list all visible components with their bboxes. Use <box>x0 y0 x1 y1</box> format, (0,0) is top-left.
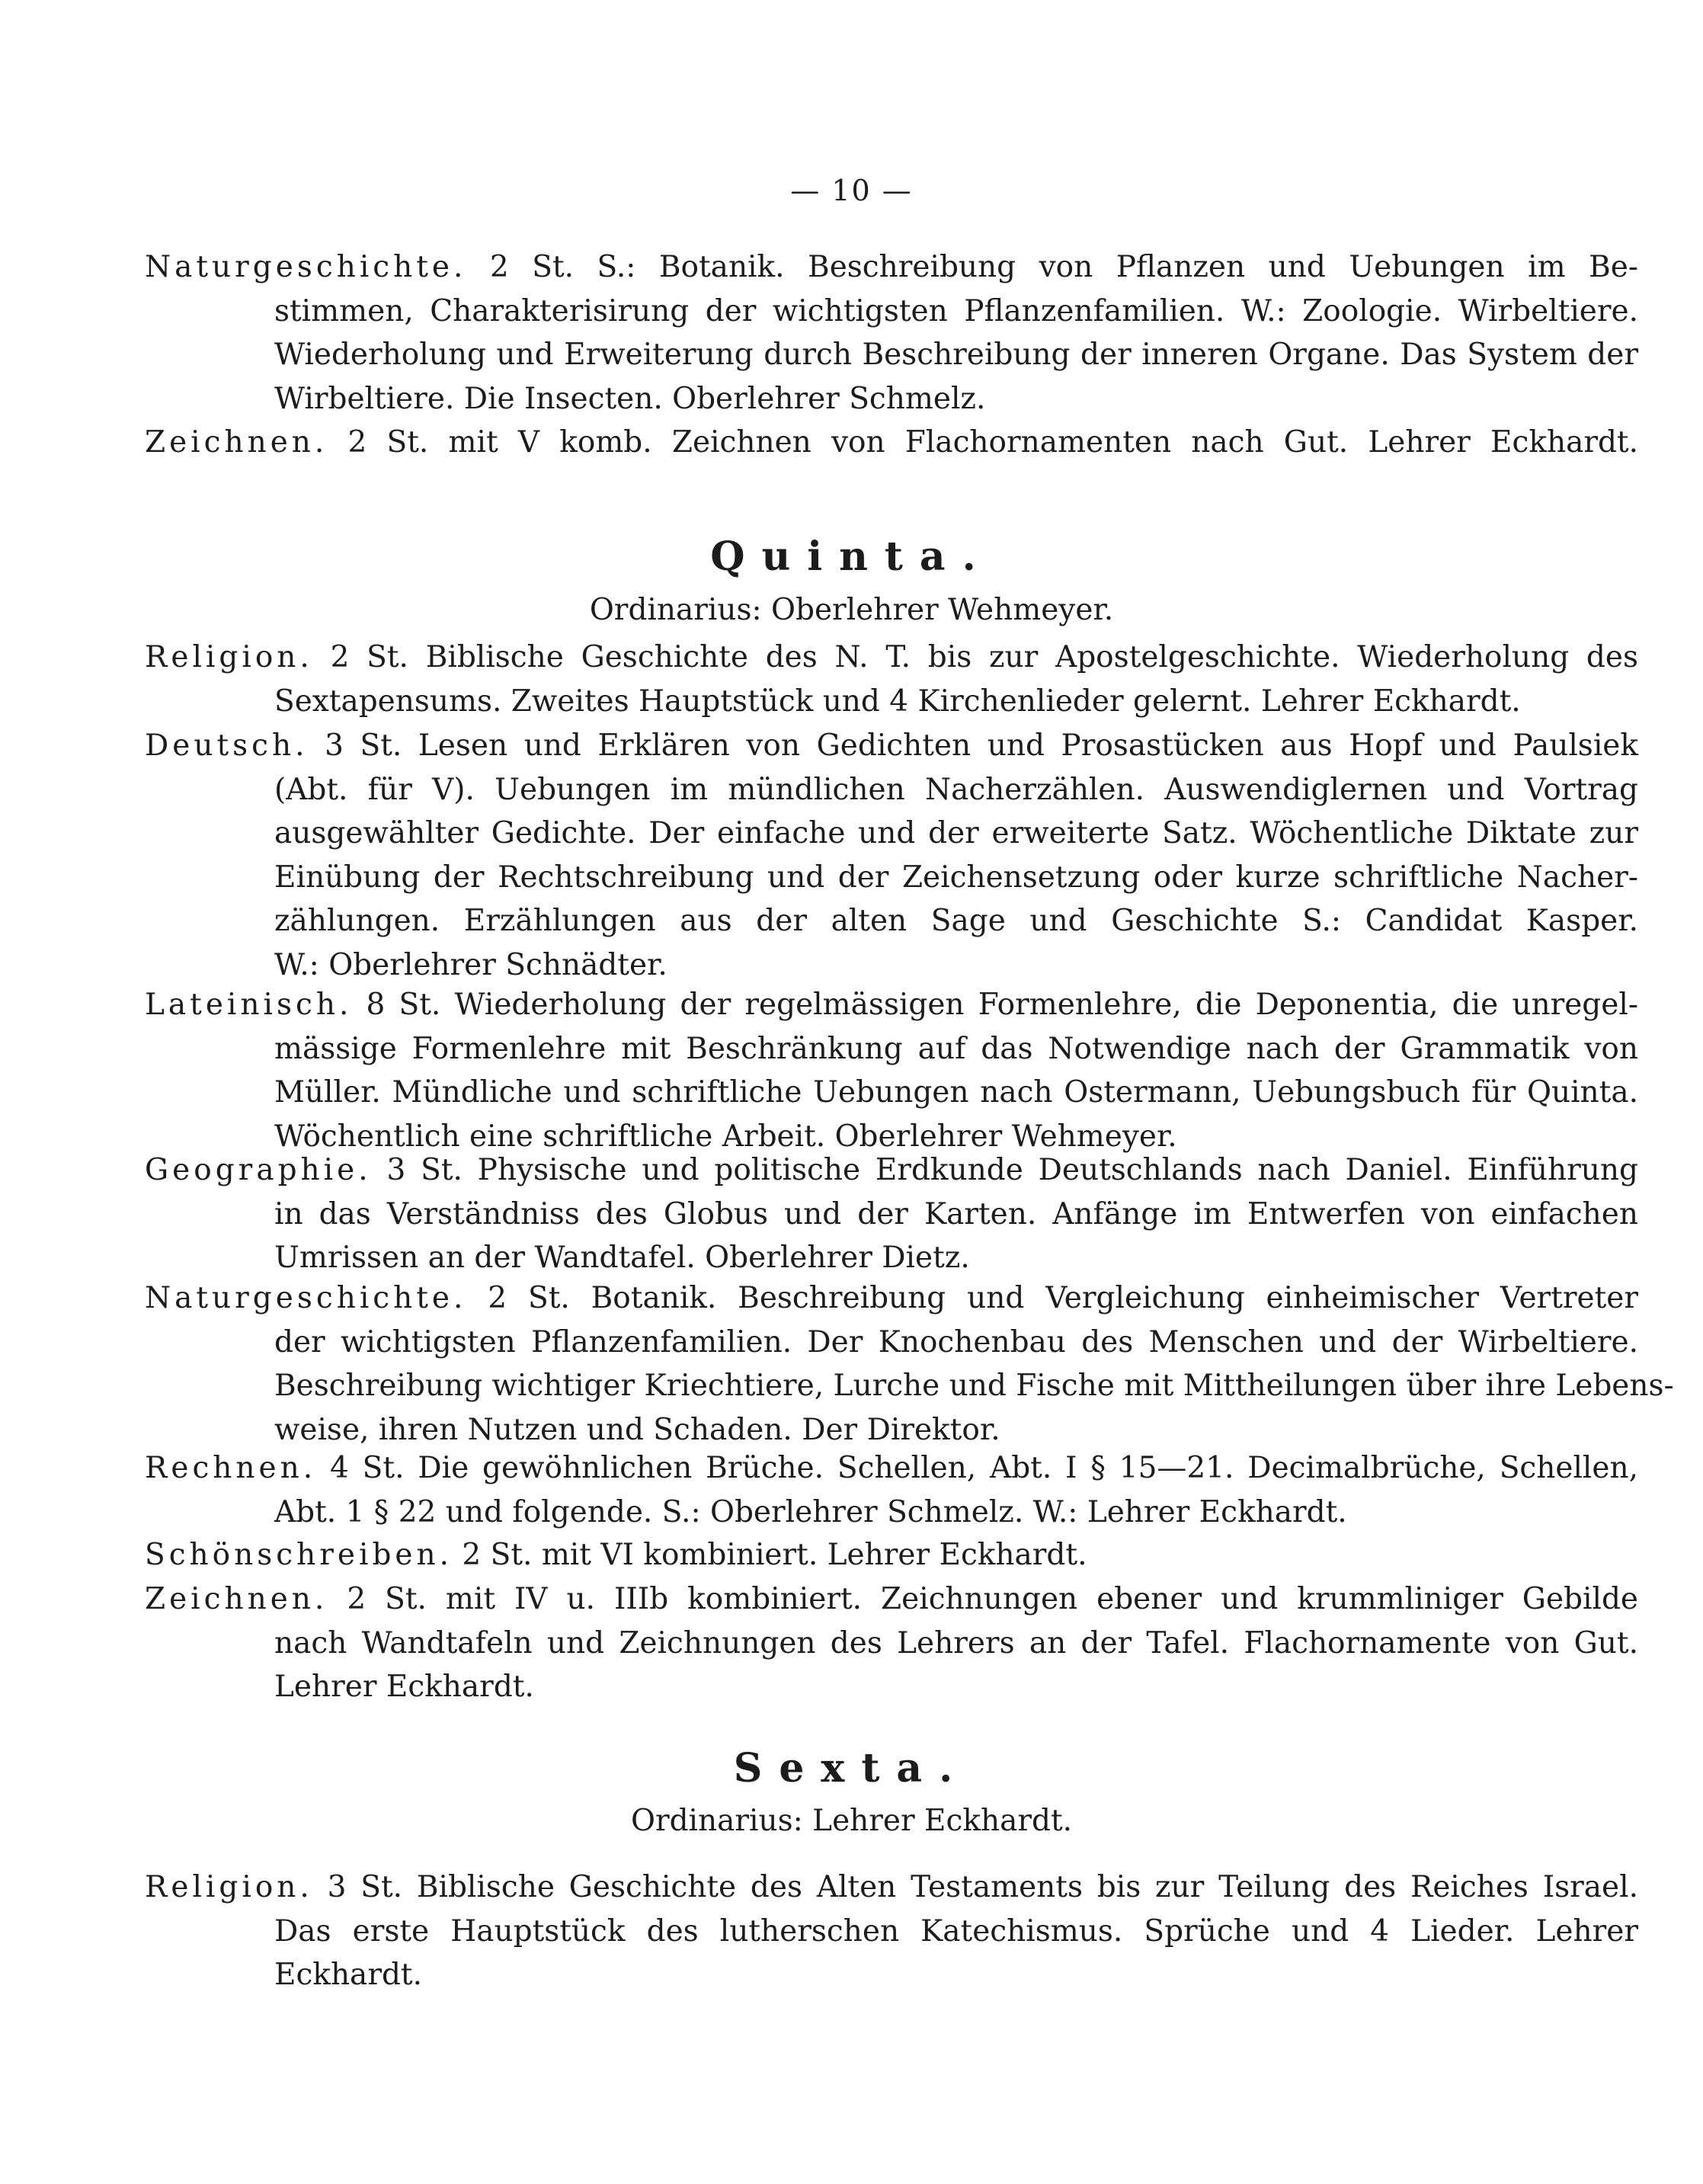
subject-label: Schönschreiben. <box>145 1538 453 1572</box>
entry-line: der wichtigsten Pflanzenfamilien. Der Knochenbau des Menschen und der Wirbeltiere. <box>274 1324 1638 1359</box>
entry-text: 4 St. Die gewöhnlichen Brüche. Schellen, Abt. I § 15—21. Decimalbrüche, Schellen, <box>330 1451 1638 1485</box>
page-number: — 10 — <box>790 174 913 207</box>
entry-first-line <box>145 983 1638 1027</box>
entry-line: ausgewählter Gedichte. Der einfache und der erweiterte Satz. Wöchentliche Diktate zur <box>274 816 1638 850</box>
subject-label: Deutsch. <box>145 729 309 763</box>
entry-first-line <box>145 1865 1638 1910</box>
subject-label: Naturgeschichte. <box>145 1281 467 1315</box>
ordinarius-sexta: Ordinarius: Lehrer Eckhardt. <box>630 1804 1073 1838</box>
entry-line: Beschreibung wichtiger Kriechtiere, Lurche und Fische mit Mittheilungen über ihre Lebens- <box>274 1369 1674 1403</box>
entry-lateinisch-quinta <box>145 983 1638 1158</box>
entry-line: Wiederholung und Erweiterung durch Beschreibung der inneren Organe. Das System der <box>274 338 1638 372</box>
entry-line: Einübung der Rechtschreibung und der Zeichensetzung oder kurze schriftliche Nacher- <box>274 860 1638 895</box>
subject-label: Zeichnen. <box>145 425 328 460</box>
subject-label: Naturgeschichte. <box>145 250 467 284</box>
entry-line: zählungen. Erzählungen aus der alten Sage und Geschichte S.: Candidat Kasper. <box>274 904 1638 938</box>
entry-line: Müller. Mündliche und schriftliche Uebungen nach Ostermann, Uebungsbuch für Quinta. <box>274 1075 1638 1110</box>
entry-text: 2 St. mit VI kombiniert. Lehrer Eckhardt. <box>462 1538 1087 1572</box>
entry-geographie-quinta <box>145 1148 1638 1280</box>
entry-line: W.: Oberlehrer Schnädter. <box>274 947 667 982</box>
entry-deutsch-quinta <box>145 724 1638 987</box>
entry-line: weise, ihren Nutzen und Schaden. Der Direktor. <box>274 1412 1000 1447</box>
subject-label: Zeichnen. <box>145 1582 328 1616</box>
entry-text: 8 St. Wiederholung der regelmässigen Formenlehre, die Deponentia, die unregel- <box>366 988 1638 1022</box>
entry-first-line <box>145 636 1638 680</box>
entry-text: 2 St. mit V komb. Zeichnen von Flachornamenten nach Gut. Lehrer Eckhardt. <box>347 425 1638 460</box>
entry-religion-sexta <box>145 1865 1638 1997</box>
entry-line: Umrissen an der Wandtafel. Oberlehrer Dietz. <box>274 1241 970 1275</box>
entry-text: 2 St. S.: Botanik. Beschreibung von Pflanzen und Uebungen im Be- <box>489 250 1638 284</box>
entry-line: Abt. 1 § 22 und folgende. S.: Oberlehrer Schmelz. W.: Lehrer Eckhardt. <box>274 1494 1347 1529</box>
subject-label: Geographie. <box>145 1153 372 1187</box>
entry-text: 3 St. Lesen und Erklären von Gedichten und Prosastücken aus Hopf und Paulsiek <box>325 729 1639 763</box>
section-heading-sexta: Sexta. <box>733 1745 970 1792</box>
entry-line: Wirbeltiere. Die Insecten. Oberlehrer Schmelz. <box>274 381 986 416</box>
subject-label: Religion. <box>145 640 313 674</box>
entry-line: Wöchentlich eine schriftliche Arbeit. Oberlehrer Wehmeyer. <box>274 1119 1177 1154</box>
entry-first-line <box>145 1446 1638 1491</box>
entry-zeichnen-top <box>145 421 1638 465</box>
entry-line: nach Wandtafeln und Zeichnungen des Lehrers an der Tafel. Flachornamente von Gut. <box>274 1625 1638 1660</box>
entry-first-line <box>145 724 1638 768</box>
ordinarius-quinta: Ordinarius: Oberlehrer Wehmeyer. <box>589 593 1114 627</box>
entry-text: 2 St. Botanik. Beschreibung und Vergleichung einheimischer Vertreter <box>488 1281 1638 1315</box>
entry-line: in das Verständniss des Globus und der Karten. Anfänge im Entwerfen von einfachen <box>274 1196 1638 1231</box>
entry-first-line <box>145 245 1638 290</box>
entry-text: 3 St. Physische und politische Erdkunde Deutschlands nach Daniel. Einführung <box>386 1153 1638 1187</box>
entry-zeichnen-quinta <box>145 1577 1638 1709</box>
subject-label: Religion. <box>145 1870 313 1904</box>
entry-first-line <box>145 1276 1638 1321</box>
entry-line: Sextapensums. Zweites Hauptstück und 4 Kirchenlieder gelernt. Lehrer Eckhardt. <box>274 684 1521 719</box>
entry-rechnen-quinta <box>145 1446 1638 1534</box>
subject-label: Rechnen. <box>145 1451 317 1485</box>
entry-first-line <box>145 1577 1638 1622</box>
entry-text: 2 St. Biblische Geschichte des N. T. bis zur Apostelgeschichte. Wiederholung des <box>330 640 1638 674</box>
entry-schoenschreiben-quinta <box>145 1533 1638 1577</box>
entry-first-line <box>145 1533 1638 1577</box>
entry-naturgeschichte-quinta <box>145 1276 1674 1452</box>
entry-line: mässige Formenlehre mit Beschränkung auf das Notwendige nach der Grammatik von <box>274 1031 1638 1066</box>
section-heading-quinta: Quinta. <box>710 533 993 580</box>
entry-text: 3 St. Biblische Geschichte des Alten Testaments bis zur Teilung des Reiches Israel. <box>327 1870 1639 1904</box>
entry-line: (Abt. für V). Uebungen im mündlichen Nacherzählen. Auswendiglernen und Vortrag <box>274 772 1638 807</box>
entry-first-line <box>145 421 1638 465</box>
entry-first-line <box>145 1148 1638 1193</box>
entry-line: stimmen, Charakterisirung der wichtigsten Pflanzenfamilien. W.: Zoologie. Wirbeltiere. <box>274 293 1638 328</box>
entry-line: Das erste Hauptstück des lutherschen Katechismus. Sprüche und 4 Lieder. Lehrer <box>274 1913 1638 1949</box>
subject-label: Lateinisch. <box>145 988 353 1022</box>
entry-naturgeschichte-top <box>145 245 1638 421</box>
entry-line: Lehrer Eckhardt. <box>274 1670 534 1704</box>
entry-text: 2 St. mit IV u. IIIb kombiniert. Zeichnungen ebener und krummliniger Gebilde <box>347 1582 1639 1616</box>
entry-line: Eckhardt. <box>274 1958 422 1992</box>
entry-religion-quinta <box>145 636 1638 723</box>
